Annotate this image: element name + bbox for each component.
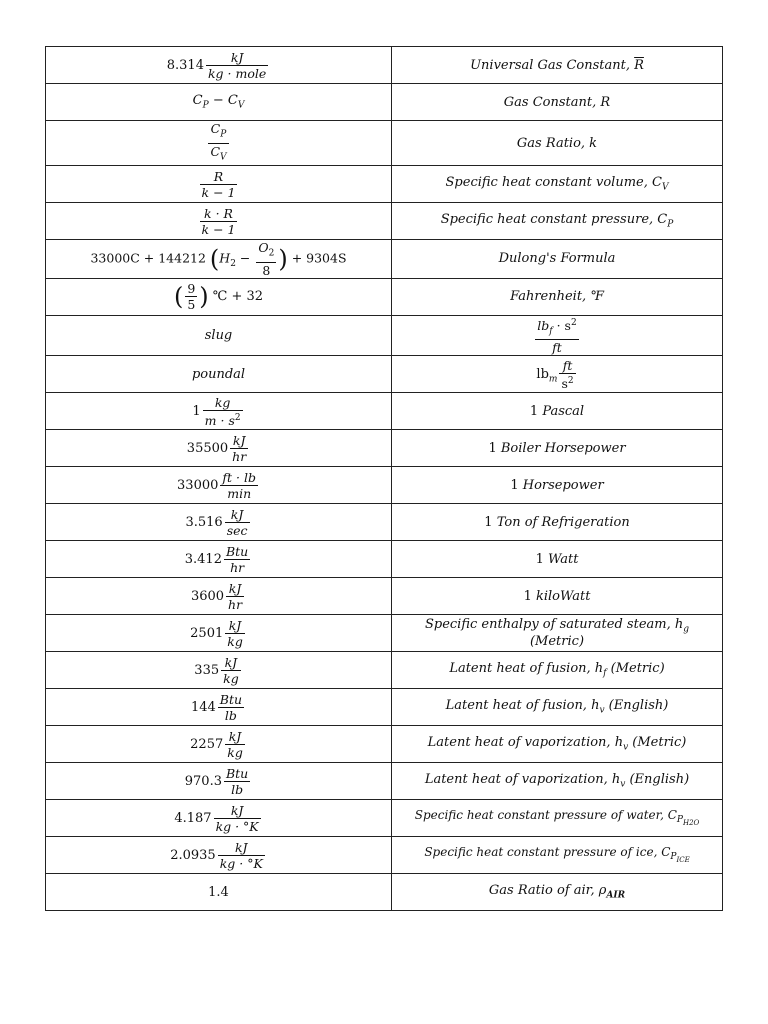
denominator: hr [228, 596, 243, 612]
denominator: lb [231, 781, 244, 797]
coefficient: 4.187 [174, 810, 212, 826]
subscript: P [667, 219, 674, 230]
denominator: ft [552, 340, 562, 356]
fraction [221, 655, 241, 686]
table-row [46, 356, 723, 393]
numerator: Btu [219, 691, 243, 707]
formula-cell [46, 578, 392, 615]
table-row [46, 504, 723, 541]
description-text: Latent heat of vaporization, [424, 771, 612, 787]
description-cell [392, 278, 723, 315]
fraction [225, 729, 245, 760]
fraction [214, 803, 261, 834]
table-row [46, 689, 723, 726]
description-text: Dulong's Formula [498, 251, 616, 267]
description-text: Latent heat of fusion, [449, 660, 595, 676]
coefficient: 3.412 [184, 551, 222, 567]
formula-cell [46, 356, 392, 393]
coefficient: 335 [194, 662, 220, 678]
description-cell [392, 467, 723, 504]
table-row [46, 315, 723, 356]
fraction [200, 206, 238, 237]
coefficient: 35500 [186, 440, 229, 456]
table-row [46, 874, 723, 911]
symbol: h [594, 660, 604, 676]
table-row [46, 393, 723, 430]
fraction [226, 581, 244, 612]
denominator: hr [230, 559, 245, 575]
fraction [206, 50, 268, 81]
fraction [230, 433, 248, 464]
description-text: Specific enthalpy of saturated steam, [424, 617, 675, 633]
fraction [256, 240, 276, 278]
fraction [220, 470, 258, 501]
description-cell [392, 689, 723, 726]
formula-text: 33000C + 144212 [90, 250, 210, 266]
formula-cell [46, 837, 392, 874]
coefficient: 8.314 [166, 57, 204, 73]
description-text: Fahrenheit, ℉ [510, 289, 604, 304]
symbol: ρ [598, 882, 607, 898]
paren: ) [278, 244, 288, 273]
table-row [46, 203, 723, 240]
description-cell [392, 393, 723, 430]
formula-cell [46, 278, 392, 315]
description-cell [392, 837, 723, 874]
symbol: H [219, 250, 231, 266]
description-cell [392, 763, 723, 800]
description-text: Horsepower [522, 477, 604, 493]
coefficient: 3.516 [185, 514, 223, 530]
description-cell [392, 726, 723, 763]
fraction [225, 507, 250, 538]
denominator: kg [227, 744, 243, 760]
numerator: kJ [225, 618, 245, 634]
table-row [46, 763, 723, 800]
denominator: k − 1 [201, 221, 236, 237]
formula-cell [46, 467, 392, 504]
formula-text: ℃ + 32 [208, 289, 264, 304]
fraction [225, 618, 245, 649]
numerator: kg [203, 395, 243, 411]
subscript: 2 [230, 258, 236, 269]
table-row [46, 467, 723, 504]
coefficient: 1 [192, 403, 201, 419]
unit-count: 1 [535, 551, 544, 567]
formula-cell [46, 240, 392, 279]
denominator: sec [226, 522, 248, 538]
table-row [46, 47, 723, 84]
formula-cell [46, 121, 392, 166]
description-tail: (Metric) [628, 734, 687, 750]
coefficient: 144 [190, 699, 216, 715]
formula-cell [46, 689, 392, 726]
formula-cell [46, 430, 392, 467]
symbol: h [674, 617, 684, 633]
formula-table [45, 46, 723, 911]
numerator: Btu [225, 543, 249, 559]
formula-cell [46, 84, 392, 121]
paren: ( [173, 282, 184, 311]
formula-cell [46, 166, 392, 203]
table-row [46, 726, 723, 763]
numerator: ft · lb [222, 469, 256, 485]
description-tail: (Metric) [606, 660, 665, 676]
subscript: PICE [670, 852, 690, 865]
denominator: kg [223, 670, 239, 686]
coefficient: 970.3 [184, 773, 222, 789]
denominator: kg · °K [219, 855, 263, 871]
symbol: h [614, 734, 624, 750]
symbol: h [611, 771, 621, 787]
subscript: v [623, 742, 629, 753]
description-cell [392, 240, 723, 279]
numerator: kJ [225, 729, 245, 745]
description-text: Gas Ratio, k [516, 135, 598, 151]
formula-cell [46, 47, 392, 84]
denominator: kg · °K [215, 818, 259, 834]
description-tail: (Metric) [529, 633, 585, 649]
unit-count: 1 [484, 514, 493, 530]
subscript: v [620, 779, 626, 790]
numerator: kJ [214, 803, 261, 819]
unit-count: 1 [510, 477, 519, 493]
formula-cell [46, 726, 392, 763]
coefficient: 2257 [190, 736, 224, 752]
numerator: R [200, 169, 238, 185]
description-cell [392, 504, 723, 541]
subscript: PH2O [676, 815, 700, 828]
description-text: Latent heat of fusion, [445, 697, 592, 713]
description-text: Specific heat constant pressure of water, [414, 808, 668, 823]
fraction [185, 281, 197, 312]
fraction [208, 121, 228, 165]
denominator: kg [227, 633, 243, 649]
numerator: 9 [187, 281, 196, 296]
description-text: Pascal [542, 403, 585, 419]
denominator: 8 [262, 262, 271, 278]
fraction [218, 840, 265, 871]
description-text: Boiler Horsepower [500, 440, 626, 456]
description-cell [392, 541, 723, 578]
coefficient: 2.0935 [170, 847, 216, 863]
description-text: Specific heat constant pressure, [440, 211, 658, 227]
description-cell [392, 315, 723, 356]
fraction [218, 692, 244, 723]
operator: − [208, 92, 228, 108]
description-tail: (English) [604, 697, 669, 713]
subscript: v [599, 705, 605, 716]
description-text: Universal Gas Constant, [470, 57, 635, 73]
formula-text: poundal [191, 366, 246, 382]
numerator: kJ [218, 840, 265, 856]
symbol: h [591, 697, 600, 713]
description-text: Watt [547, 551, 579, 567]
fraction [200, 169, 238, 200]
fraction [224, 766, 250, 797]
numerator: kJ [230, 433, 248, 449]
denominator: $C_V$ [210, 143, 227, 162]
description-cell [392, 615, 723, 652]
formula-cell [46, 315, 392, 356]
description-text: Specific heat constant volume, [445, 174, 652, 190]
table-row [46, 430, 723, 467]
formula-cell [46, 800, 392, 837]
table-row [46, 84, 723, 121]
coefficient: lb [536, 366, 549, 382]
description-cell [392, 800, 723, 837]
symbol: C [652, 174, 662, 190]
unit-count: 1 [523, 588, 532, 604]
formula-cell [46, 874, 392, 911]
formula-cell [46, 203, 392, 240]
denominator: 5 [187, 297, 196, 312]
table-row [46, 652, 723, 689]
symbol: C [661, 845, 671, 860]
numerator: $lb_f \cdot s^2$ [535, 316, 578, 341]
fraction [535, 316, 578, 356]
denominator: $s^2$ [561, 375, 574, 391]
operator: − [235, 250, 255, 266]
fraction [559, 358, 575, 391]
formula-text: 1.4 [208, 884, 229, 900]
subscript: g [683, 624, 689, 635]
numerator: Btu [225, 765, 249, 781]
description-cell [392, 84, 723, 121]
denominator: lb [224, 707, 237, 723]
subscript: f [603, 668, 607, 679]
table-row [46, 800, 723, 837]
table-row [46, 541, 723, 578]
description-text: Ton of Refrigeration [496, 514, 630, 530]
subscript: V [661, 182, 669, 193]
subscript: V [237, 100, 245, 111]
formula-cell [46, 615, 392, 652]
table-row [46, 121, 723, 166]
unit-count: 1 [529, 403, 539, 419]
subscript: P [202, 100, 209, 111]
description-cell [392, 166, 723, 203]
description-text: Latent heat of vaporization, [427, 734, 615, 750]
coefficient: 2501 [190, 625, 224, 641]
fraction [224, 544, 250, 575]
description-cell [392, 121, 723, 166]
table-row [46, 578, 723, 615]
numerator: kJ [225, 507, 250, 523]
symbol: C [192, 92, 203, 108]
paren: ( [209, 244, 220, 273]
table-row [46, 837, 723, 874]
description-cell [392, 652, 723, 689]
table-row [46, 166, 723, 203]
denominator: hr [232, 448, 247, 464]
denominator: $m \cdot s^2$ [204, 412, 241, 428]
unit-count: 1 [488, 440, 497, 456]
description-cell [392, 356, 723, 393]
description-text: Gas Ratio of air, [488, 882, 599, 898]
numerator: $O_2$ [256, 240, 276, 263]
denominator: k − 1 [201, 184, 236, 200]
symbol: C [227, 92, 238, 108]
numerator: ft [559, 358, 575, 374]
fraction [203, 395, 243, 428]
numerator: $C_P$ [208, 121, 228, 144]
symbol: C [667, 808, 677, 823]
formula-cell [46, 541, 392, 578]
subscript: AIR [606, 890, 626, 901]
formula-cell [46, 393, 392, 430]
description-cell [392, 203, 723, 240]
formula-text: + 9304S [287, 250, 347, 266]
formula-cell [46, 763, 392, 800]
description-cell [392, 430, 723, 467]
symbol: $\overline{R}$ [634, 57, 644, 73]
formula-text: slug [204, 327, 233, 343]
numerator: kJ [206, 50, 268, 66]
numerator: kJ [221, 655, 241, 671]
description-cell [392, 578, 723, 615]
coefficient: 33000 [177, 477, 219, 493]
coefficient: 3600 [190, 588, 225, 604]
subscript: m [548, 374, 558, 385]
numerator: k · R [200, 206, 238, 222]
numerator: kJ [226, 581, 244, 597]
table-row [46, 278, 723, 315]
formula-cell [46, 652, 392, 689]
denominator: kg · mole [207, 65, 267, 81]
table-row [46, 240, 723, 279]
denominator: min [227, 485, 252, 501]
description-text: kiloWatt [535, 588, 591, 604]
symbol: C [657, 211, 668, 227]
description-text: Specific heat constant pressure of ice, [424, 845, 662, 860]
formula-cell [46, 504, 392, 541]
table-row [46, 615, 723, 652]
description-cell [392, 47, 723, 84]
paren: ) [199, 282, 209, 311]
description-tail: (English) [625, 771, 690, 787]
description-text: Gas Constant, R [503, 94, 611, 110]
description-cell [392, 874, 723, 911]
